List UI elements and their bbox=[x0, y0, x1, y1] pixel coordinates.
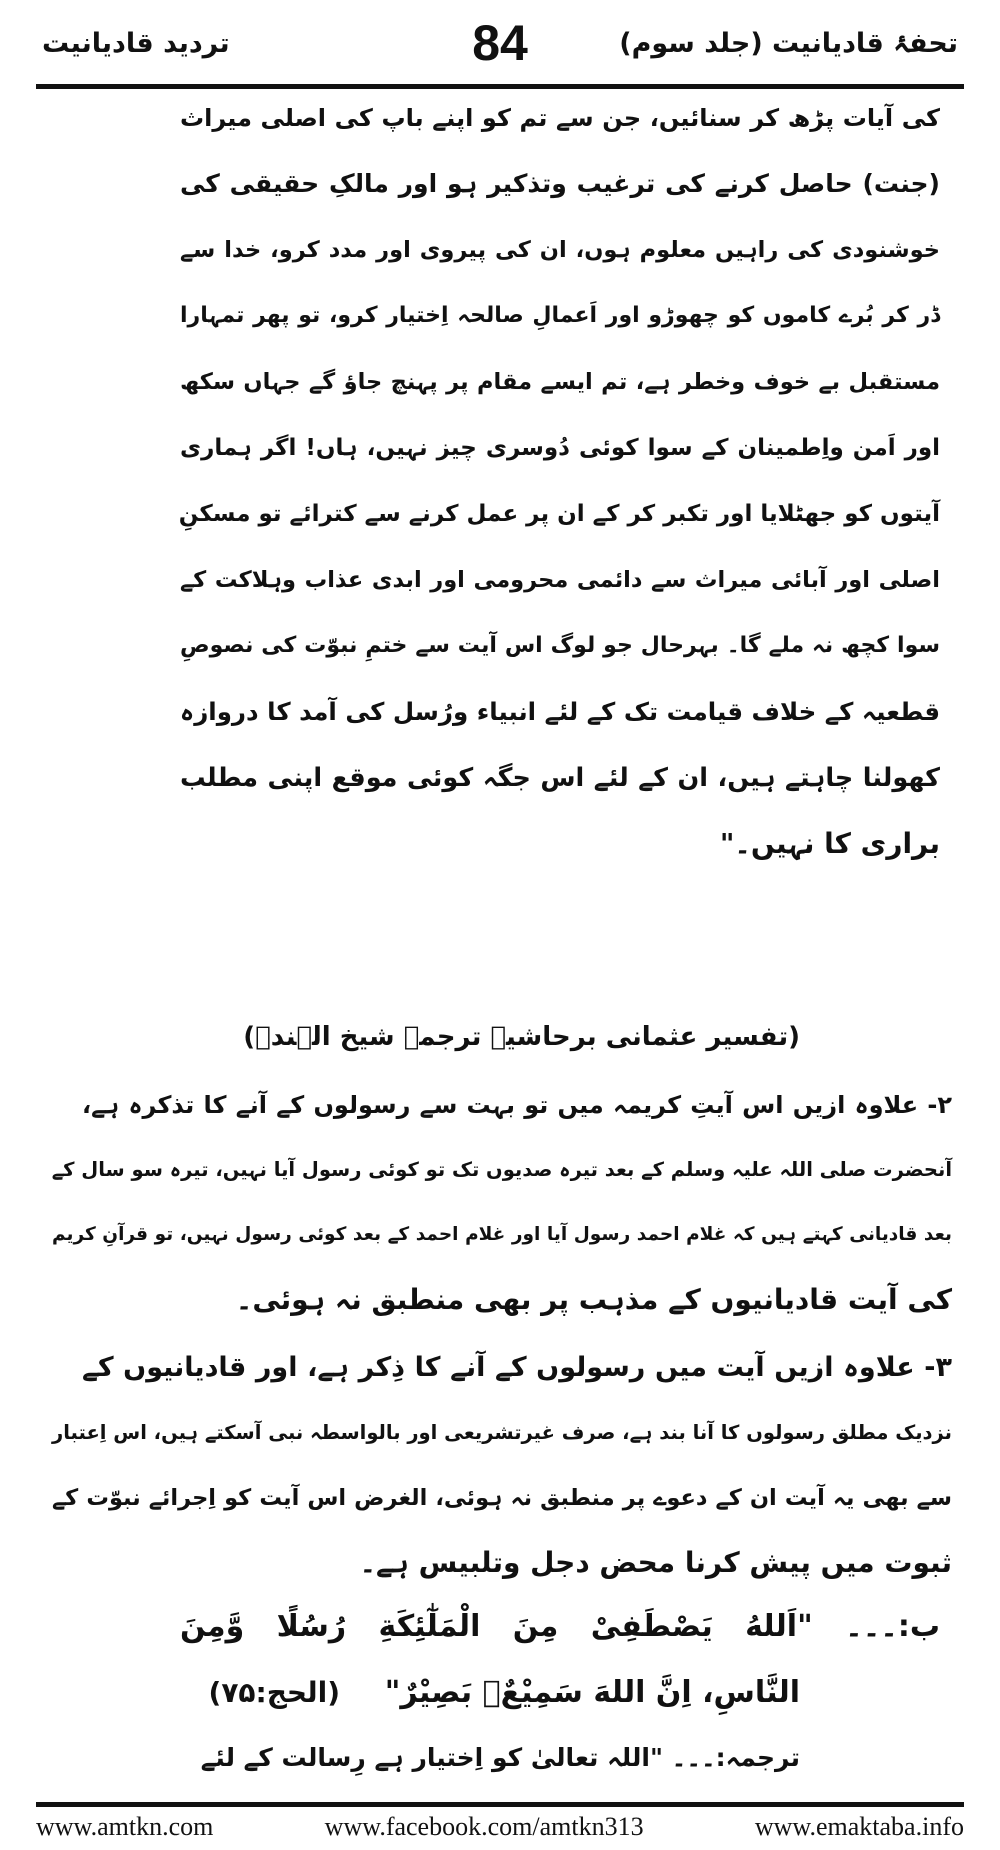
paragraph-line: آنحضرت صلی اللہ علیہ وسلم کے بعد تیرہ صدیوں تک تو کوئی رسول آیا نہیں، تیرہ سو سال کے bbox=[51, 1158, 952, 1181]
quote-line: (جنت) حاصل کرنے کی ترغیب وتذکیر ہو اور مالکِ حقیقی کی bbox=[180, 169, 940, 198]
quote-line: کی آیات پڑھ کر سنائیں، جن سے تم کو اپنے باپ کی اصلی میراث bbox=[180, 104, 940, 132]
footer-link-emaktaba[interactable]: www.emaktaba.info bbox=[754, 1812, 964, 1841]
quote-line: کھولنا چاہتے ہیں، ان کے لئے اس جگہ کوئی موقع اپنی مطلب bbox=[180, 763, 940, 793]
quote-line: قطعیہ کے خلاف قیامت تک کے لئے انبیاء ورُسل کی آمد کا دروازہ bbox=[179, 697, 940, 726]
footer-link-facebook[interactable]: www.facebook.com/amtkn313 bbox=[324, 1812, 644, 1841]
footer-rule bbox=[36, 1802, 964, 1807]
paragraph-line: سے بھی یہ آیت ان کے دعوے پر منطبق نہ ہوئی، الغرض اس آیت کو اِجرائے نبوّت کے bbox=[52, 1485, 952, 1511]
section-title: تردید قادیانیت bbox=[42, 28, 230, 59]
quote-line: آیتوں کو جھٹلایا اور تکبر کر کے ان پر عمل کرنے سے کترائے تو مسکنِ bbox=[178, 501, 940, 527]
paragraph-line: ۳- علاوہ ازیں آیت میں رسولوں کے آنے کا ذِکر ہے، اور قادیانیوں کے bbox=[82, 1352, 952, 1383]
page-number: 84 bbox=[472, 15, 528, 71]
translation-line: ترجمہ:۔۔۔ "اللہ تعالیٰ کو اِختیار ہے رِسالت کے لئے bbox=[200, 1743, 800, 1772]
quote-line: براری کا نہیں۔" bbox=[719, 827, 940, 860]
paragraph-line: ۲- علاوہ ازیں اس آیتِ کریمہ میں تو بہت سے رسولوں کے آنے کا تذکرہ ہے، bbox=[82, 1091, 952, 1119]
header-rule bbox=[36, 84, 964, 89]
quran-verse-line: النَّاسِ، اِنَّ اللهَ سَمِيْعٌۢ بَصِيْرٌ" bbox=[384, 1675, 800, 1710]
footer bbox=[36, 1812, 964, 1842]
paragraph-line: ثبوت میں پیش کرنا محض دجل وتلبیس ہے۔ bbox=[359, 1546, 952, 1579]
citation: (تفسیر عثمانی برحاشیہ ترجمہ شیخ الہندؒ) bbox=[243, 1022, 800, 1052]
quote-line: اور اَمن واِطمینان کے سوا کوئی دُوسری چیز نہیں، ہاں! اگر ہماری bbox=[180, 435, 940, 461]
paragraph-line: بعد قادیانی کہتے ہیں کہ غلام احمد رسول آیا اور غلام احمد کے بعد کوئی رسول نہیں، تو قرآنِ کریم bbox=[52, 1224, 952, 1245]
book-title: تحفۂ قادیانیت (جلد سوم) bbox=[619, 28, 958, 59]
verse-reference: (الحج:۷۵) bbox=[208, 1676, 340, 1709]
quote-line: مستقبل بے خوف وخطر ہے، تم ایسے مقام پر پہنچ جاؤ گے جہاں سکھ bbox=[180, 369, 940, 395]
quote-line: سوا کچھ نہ ملے گا۔ بہرحال جو لوگ اس آیت سے ختمِ نبوّت کی نصوصِ bbox=[180, 633, 940, 658]
quote-line: خوشنودی کی راہیں معلوم ہوں، ان کی پیروی اور مدد کرو، خدا سے bbox=[180, 237, 940, 263]
footer-link-amtkn[interactable]: www.amtkn.com bbox=[36, 1812, 214, 1841]
quote-line: اصلی اور آبائی میراث سے دائمی محرومی اور ابدی عذاب وہلاکت کے bbox=[180, 567, 940, 593]
quote-line: ڈر کر بُرے کاموں کو چھوڑو اور اَعمالِ صالحہ اِختیار کرو، تو پھر تمہارا bbox=[180, 303, 940, 328]
paragraph-line: نزدیک مطلق رسولوں کا آنا بند ہے، صرف غیرتشریعی اور بالواسطہ نبی آسکتے ہیں، اس اِعتبار bbox=[52, 1421, 952, 1444]
paragraph-line: کی آیت قادیانیوں کے مذہب پر بھی منطبق نہ ہوئی۔ bbox=[235, 1283, 952, 1316]
quran-verse-line: ب:۔۔۔ "اَللهُ يَصْطَفِىْ مِنَ الْمَلٰٓئِكَةِ رُسُلًا وَّمِنَ bbox=[180, 1609, 940, 1644]
